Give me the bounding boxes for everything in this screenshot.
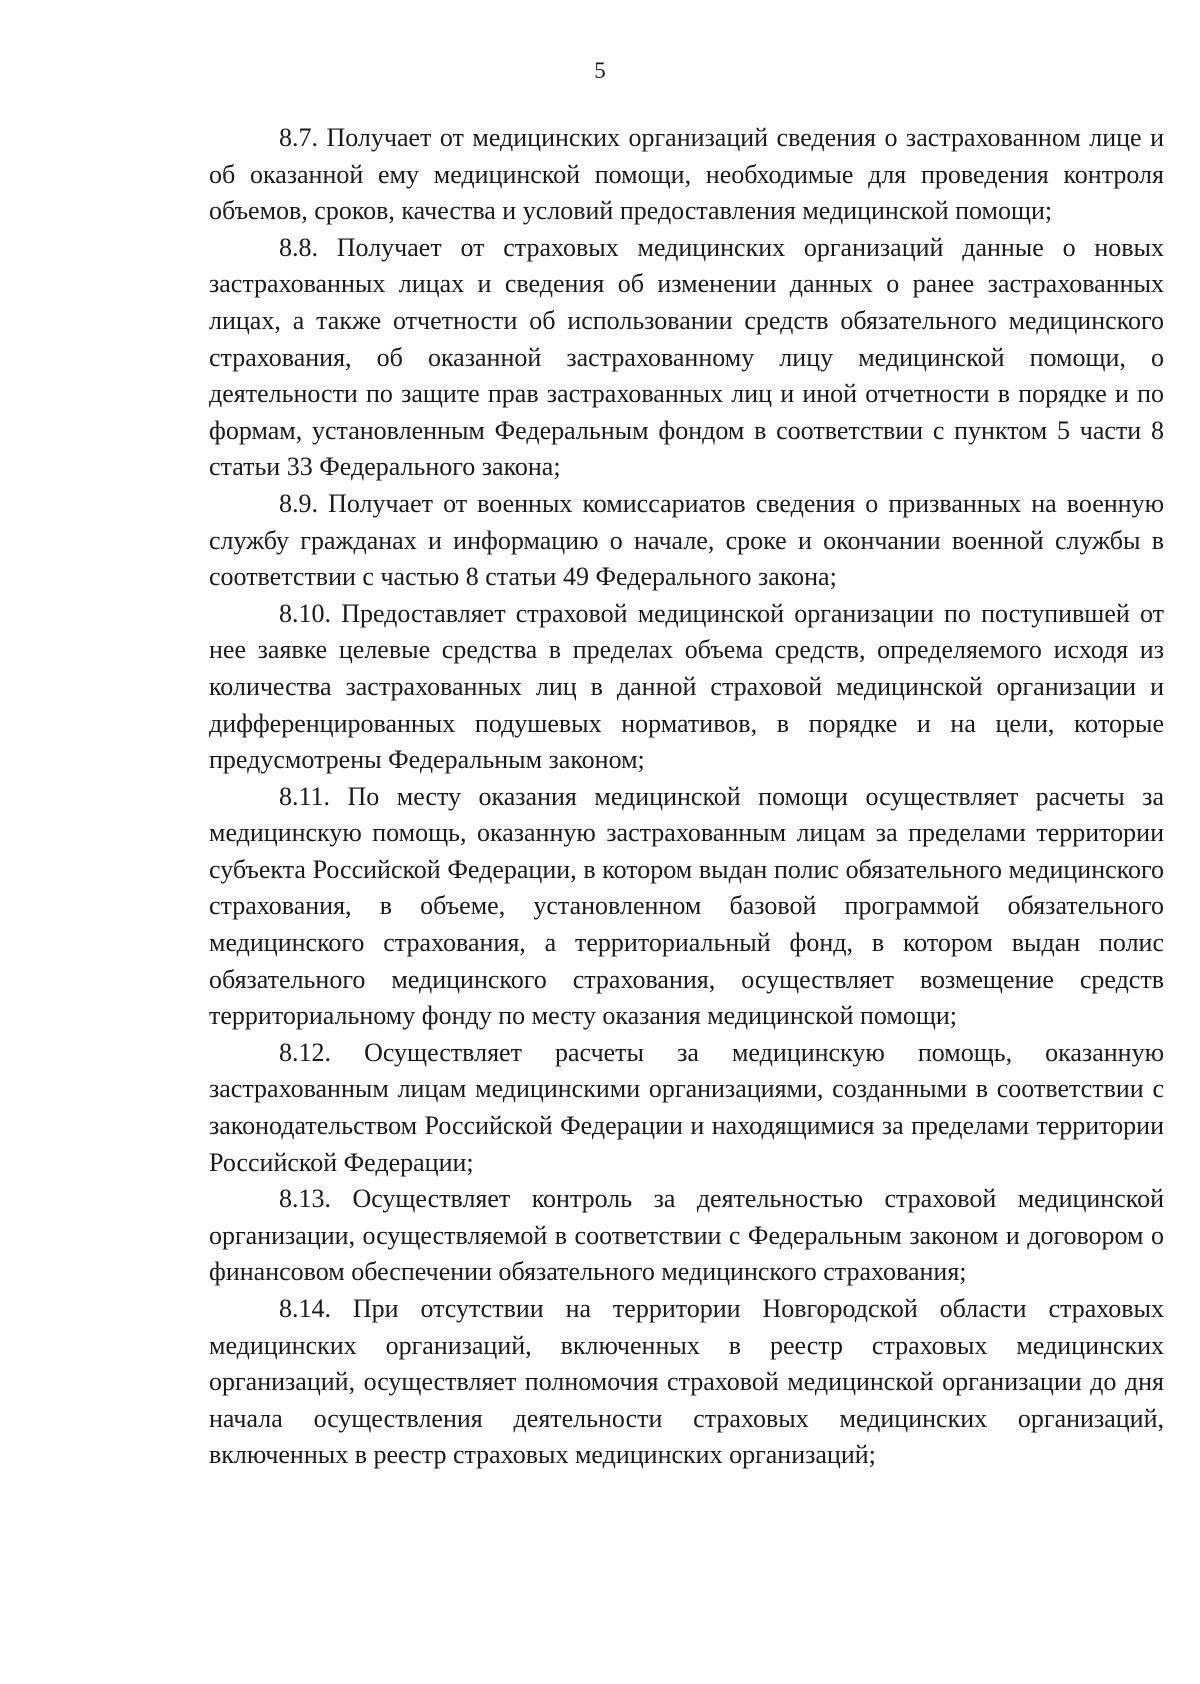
paragraph-8-8: 8.8. Получает от страховых медицинских организаций данные о новых застрахованных лицах и сведения об изменении данных о ранее застрахованных лицах, а также отчетности об использовании средств обязательного медицинского страхования, об оказанной застрахованному лицу медицинской помощи, о деятельности по защите прав застрахованных лиц и иной отчетности в порядке и по формам, установленным Федеральным фондом в соответствии с пунктом 5 части 8 статьи 33 Федерального закона; <box>209 232 1164 482</box>
page-number: 5 <box>594 58 606 83</box>
document-body <box>209 120 1164 1474</box>
paragraph-8-9: 8.9. Получает от военных комиссариатов сведения о призванных на военную службу гражданах и информацию о начале, сроке и окончании военной службы в соответствии с частью 8 статьи 49 Федерального закона; <box>209 488 1164 592</box>
paragraph-8-13: 8.13. Осуществляет контроль за деятельностью страховой медицинской организации, осуществляемой в соответствии с Федеральным законом и договором о финансовом обеспечении обязательного медицинского страхования; <box>209 1184 1164 1287</box>
paragraph-8-14: 8.14. При отсутствии на территории Новгородской области страховых медицинских организаций, включенных в реестр страховых медицинских организаций, осуществляет полномочия страховой медицинской организации до дня начала осуществления деятельности страховых медицинских организаций, включенных в реестр страховых медицинских организаций; <box>209 1294 1164 1470</box>
paragraph-8-11: 8.11. По месту оказания медицинской помощи осуществляет расчеты за медицинскую помощь, оказанную застрахованным лицам за пределами территории субъекта Российской Федерации, в котором выдан полис обязательного медицинского страхования, в объеме, установленном базовой программой обязательного медицинского страхования, а территориальный фонд, в котором выдан полис обязательного медицинского страхования, осуществляет возмещение средств территориальному фонду по месту оказания медицинской помощи; <box>209 781 1164 1031</box>
paragraph-8-12: 8.12. Осуществляет расчеты за медицинскую помощь, оказанную застрахованным лицам медицинскими организациями, созданными в соответствии с законодательством Российской Федерации и находящимися за пределами территории Российской Федерации; <box>209 1037 1164 1177</box>
paragraph-8-10: 8.10. Предоставляет страховой медицинской организации по поступившей от нее заявке целевые средства в пределах объема средств, определяемого исходя из количества застрахованных лиц в данной страховой медицинской организации и дифференцированных подушевых нормативов, в порядке и на цели, которые предусмотрены Федеральным законом; <box>209 598 1164 775</box>
paragraph-8-7: 8.7. Получает от медицинских организаций сведения о застрахованном лице и об оказанной ему медицинской помощи, необходимые для проведения контроля объемов, сроков, качества и условий предоставления медицинской помощи; <box>209 123 1164 226</box>
